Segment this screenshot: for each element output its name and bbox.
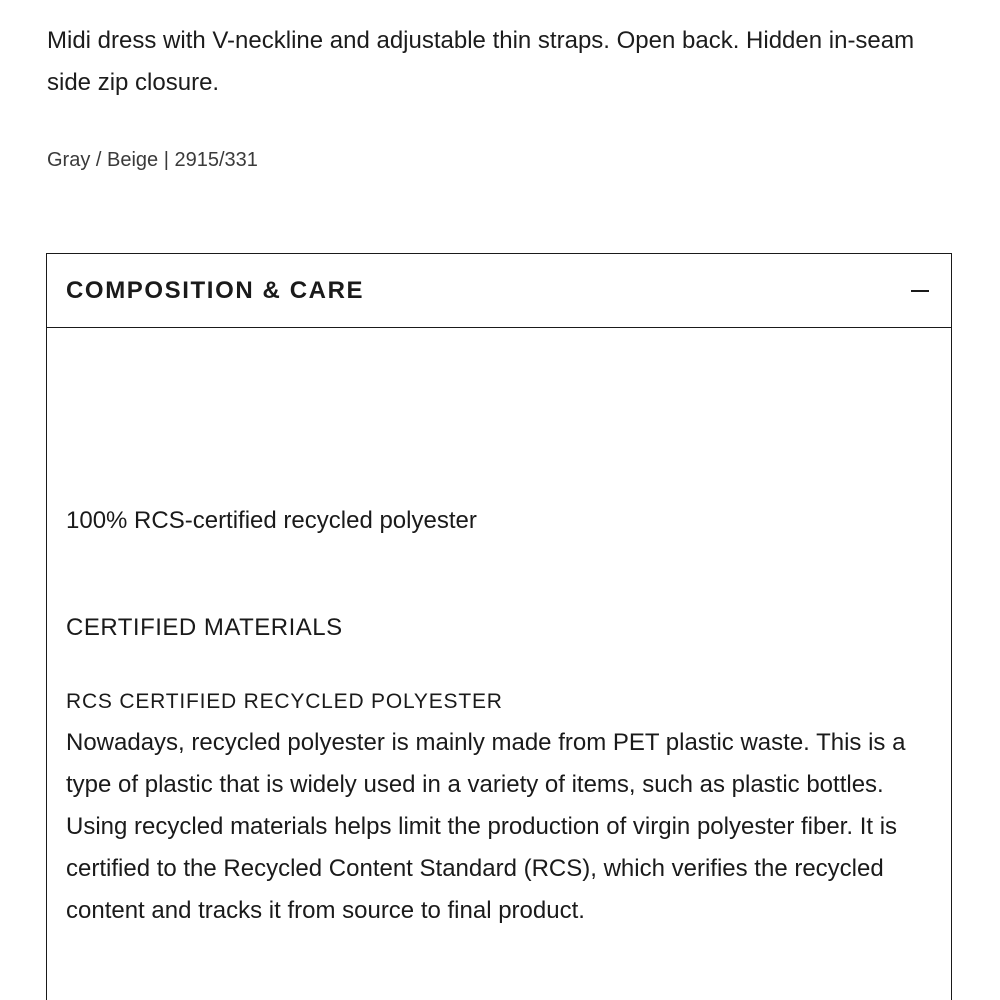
product-color-reference: Gray / Beige | 2915/331	[47, 149, 258, 171]
recycled-polyester-heading: RCS CERTIFIED RECYCLED POLYESTER	[66, 690, 503, 713]
recycled-polyester-description: Nowadays, recycled polyester is mainly made from PET plastic waste. This is a type of plastic that is widely used in a variety of items, such as plastic bottles. Using recycled materials helps limit the production of virgin polyester fiber. It is certified to the Recycled Content Standard (RCS), which verifies the recycled content and tracks it from source to final product.	[66, 729, 906, 924]
certified-materials-heading: CERTIFIED MATERIALS	[66, 614, 343, 641]
accordion-title: COMPOSITION & CARE	[66, 277, 365, 304]
composition-care-accordion-header[interactable]	[47, 254, 951, 328]
composition-text: 100% RCS-certified recycled polyester	[66, 507, 477, 534]
composition-care-accordion	[46, 253, 952, 1000]
product-description: Midi dress with V-neckline and adjustable thin straps. Open back. Hidden in-seam side zip closure.	[47, 27, 915, 96]
minus-icon[interactable]	[911, 290, 929, 292]
